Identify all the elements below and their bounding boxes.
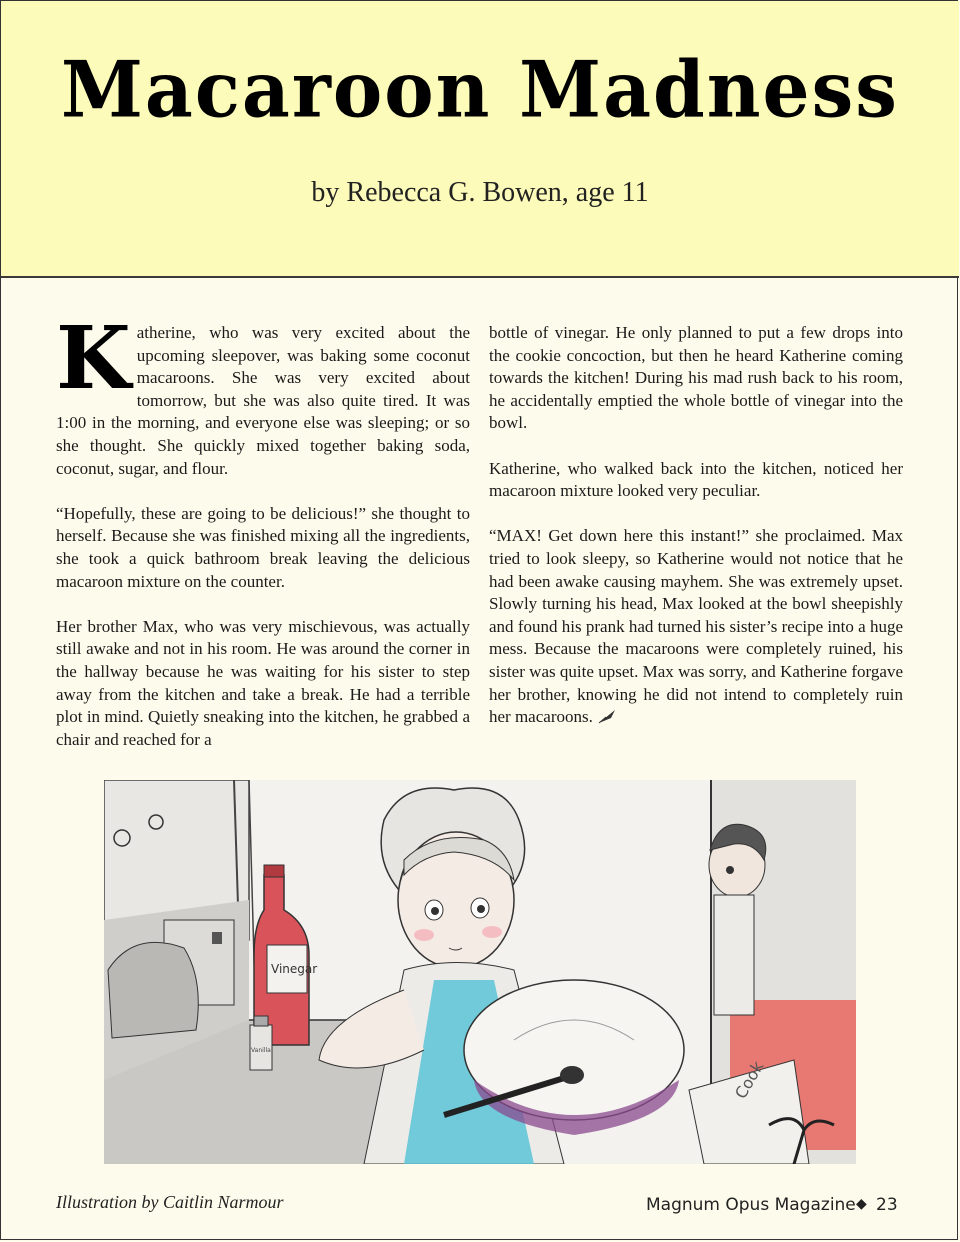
- story-illustration: [104, 780, 856, 1164]
- left-column: [56, 308, 470, 774]
- page-number: 23: [876, 1195, 898, 1215]
- right-column: [489, 322, 903, 751]
- cookbook-label: Cook: [731, 1057, 768, 1102]
- paragraph-2: “Hopefully, these are going to be delicious!” she thought to herself. Because she was finished mixing all the ingredients, she took a quick bathroom break leaving the delicious macaroon mixture on the counter.: [56, 503, 470, 591]
- paragraph-1: [56, 308, 470, 480]
- small-bottle-label: Vanilla: [251, 1047, 271, 1054]
- paragraph-4: bottle of vinegar. He only planned to put a few drops into the cookie concoction, but then he heard Katherine coming towards the kitchen! During his mad rush back to his room, he accidentally emptied the whole bottle of vinegar into the bowl.: [489, 323, 903, 433]
- paragraph-6-text: “MAX! Get down here this instant!” she proclaimed. Max tried to look sleepy, so Katherine would not notice that he had been awake causing mayhem. She was extremely upset. Slowly turning his head, Max looked at the bowl sheepishly and found his prank had turned his sister’s recipe into a huge mess. Because the macaroons were completely ruined, his sister was quite upset. Max was sorry, and Katherine forgave her brother, knowing he did not intend to completely ruin her macaroons.: [489, 526, 903, 727]
- paragraph-3: Her brother Max, who was very mischievous, was actually still awake and not in his room. He was around the corner in the hallway because he was waiting for his sister to step away from the kitchen and take a break. He had a terrible plot in mind. Quietly sneaking into the kitchen, he grabbed a chair and reached for a: [56, 616, 470, 749]
- illustration-credit: Illustration by Caitlin Narmour: [56, 1192, 284, 1212]
- bottle-label: Vinegar: [271, 962, 318, 976]
- drop-cap: K: [56, 308, 131, 409]
- paragraph-1-text: atherine, who was very excited about the upcoming sleepover, was baking some coconut macaroons. She was very excited about tomorrow, but she was also quite tired. It was 1:00 in the morning, and everyone else was sleeping; or so she thought. She quickly mixed together baking soda, coconut, sugar, and flour.: [56, 323, 470, 478]
- byline: by Rebecca G. Bowen, age 11: [311, 177, 649, 208]
- magazine-name: Magnum Opus Magazine: [646, 1195, 856, 1215]
- story-title: Macaroon Madness: [61, 44, 899, 136]
- paragraph-6: [489, 525, 903, 728]
- quill-end-icon: [597, 708, 617, 724]
- title-banner: [1, 1, 959, 278]
- diamond-bullet-icon: ◆: [856, 1196, 867, 1212]
- paragraph-5: Katherine, who walked back into the kitchen, noticed her macaroon mixture looked very peculiar.: [489, 458, 903, 501]
- kitchen-scene-illustration: [104, 780, 856, 1164]
